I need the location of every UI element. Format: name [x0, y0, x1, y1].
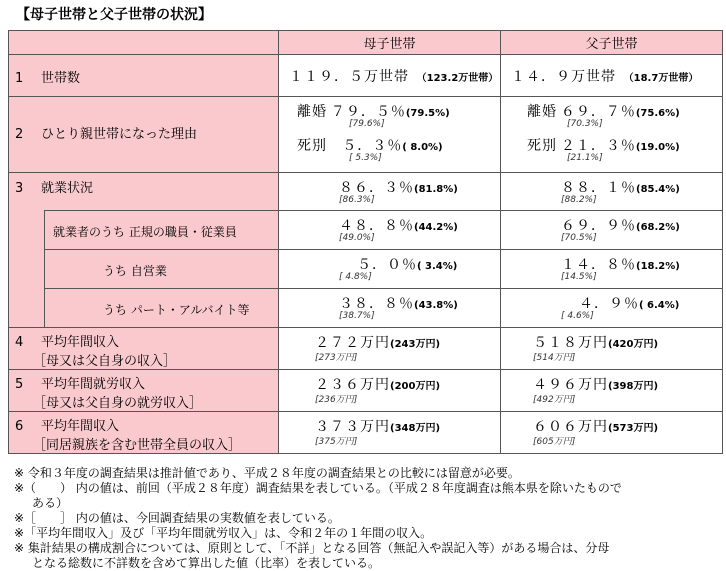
- row-3b-mother: ５．０％( 3.4%) [ 4.8%]: [279, 250, 501, 289]
- row-3c-father: ４．９％( 6.4%) [ 4.6%]: [501, 289, 723, 328]
- row-4-father: ５１８万円(420万円) [514万円]: [501, 328, 723, 370]
- row-3a-mother: ４８．８％(44.2%) [49.0%]: [279, 211, 501, 250]
- footnote: ※［ ］ 内の値は、今回調査結果の実数値を表している。: [14, 511, 340, 525]
- row-3-mother: ８６．３％(81.8%) [86.3%]: [279, 173, 501, 211]
- row-2-label: 2 ひとり親世帯になった理由: [9, 97, 279, 173]
- header-corner: [9, 31, 279, 55]
- row-3-indent: [9, 211, 45, 328]
- header-mother: 母子世帯: [279, 31, 501, 55]
- footnote: となる総数に不詳数を含めて算出した値（比率）を表している。: [32, 556, 381, 570]
- row-3a-label: 就業者のうち 正規の職員・従業員: [45, 211, 279, 250]
- row-3c-mother: ３８．８％(43.8%) [38.7%]: [279, 289, 501, 328]
- header-father: 父子世帯: [501, 31, 723, 55]
- row-5-father: ４９６万円(398万円) [492万円]: [501, 370, 723, 412]
- footnote: ※「平均年間収入」及び「平均年間就労収入」は、令和２年の１年間の収入。: [14, 526, 433, 540]
- row-5-label: 5 平均年間就労収入 ［母又は父自身の就労収入］: [9, 370, 279, 412]
- row-2-mother: 離婚 ７９．５％(79.5%) [79.6%] 死別 ５．３％( 8.0%) [ 5.3%]: [279, 97, 501, 173]
- row-6-label: 6 平均年間収入 ［同居親族を含む世帯全員の収入］: [9, 412, 279, 454]
- footnotes: [14, 466, 622, 571]
- row-1-father: １４．９万世帯 （18.7万世帯）: [501, 55, 723, 97]
- row-6-mother: ３７３万円(348万円) [375万円]: [279, 412, 501, 454]
- household-status-table: [8, 30, 723, 454]
- row-3b-label: うち 自営業: [45, 250, 279, 289]
- row-2-father: 離婚 ６９．７％(75.6%) [70.3%] 死別 ２１．３％(19.0%) [21.1%]: [501, 97, 723, 173]
- row-5-mother: ２３６万円(200万円) [236万円]: [279, 370, 501, 412]
- row-4-mother: ２７２万円(243万円) [273万円]: [279, 328, 501, 370]
- footnote: ある）: [32, 496, 69, 510]
- row-6-father: ６０６万円(573万円) [605万円]: [501, 412, 723, 454]
- row-3b-father: １４．８％(18.2%) [14.5%]: [501, 250, 723, 289]
- row-1-mother: １１９．５万世帯 （123.2万世帯）: [279, 55, 501, 97]
- footnote: ※（ ） 内の値は、前回（平成２８年度）調査結果を表している。（平成２８年度調査は熊本県を除いたもので: [14, 481, 622, 495]
- row-3-father: ８８．１％(85.4%) [88.2%]: [501, 173, 723, 211]
- row-4-label: 4 平均年間収入 ［母又は父自身の収入］: [9, 328, 279, 370]
- row-3a-father: ６９．９％(68.2%) [70.5%]: [501, 211, 723, 250]
- row-3c-label: うち パート・アルバイト等: [45, 289, 279, 328]
- footnote: ※ 令和３年度の調査結果は推計値であり、平成２８年度の調査結果との比較には留意が必要。: [14, 466, 520, 480]
- row-3-label: 3 就業状況: [9, 173, 279, 211]
- page-title: 【母子世帯と父子世帯の状況】: [16, 7, 212, 23]
- footnote: ※ 集計結果の構成割合については、原則として、「不詳」となる回答（無記入や誤記入等）がある場合は、分母: [14, 541, 610, 555]
- row-1-label: 1 世帯数: [9, 55, 279, 97]
